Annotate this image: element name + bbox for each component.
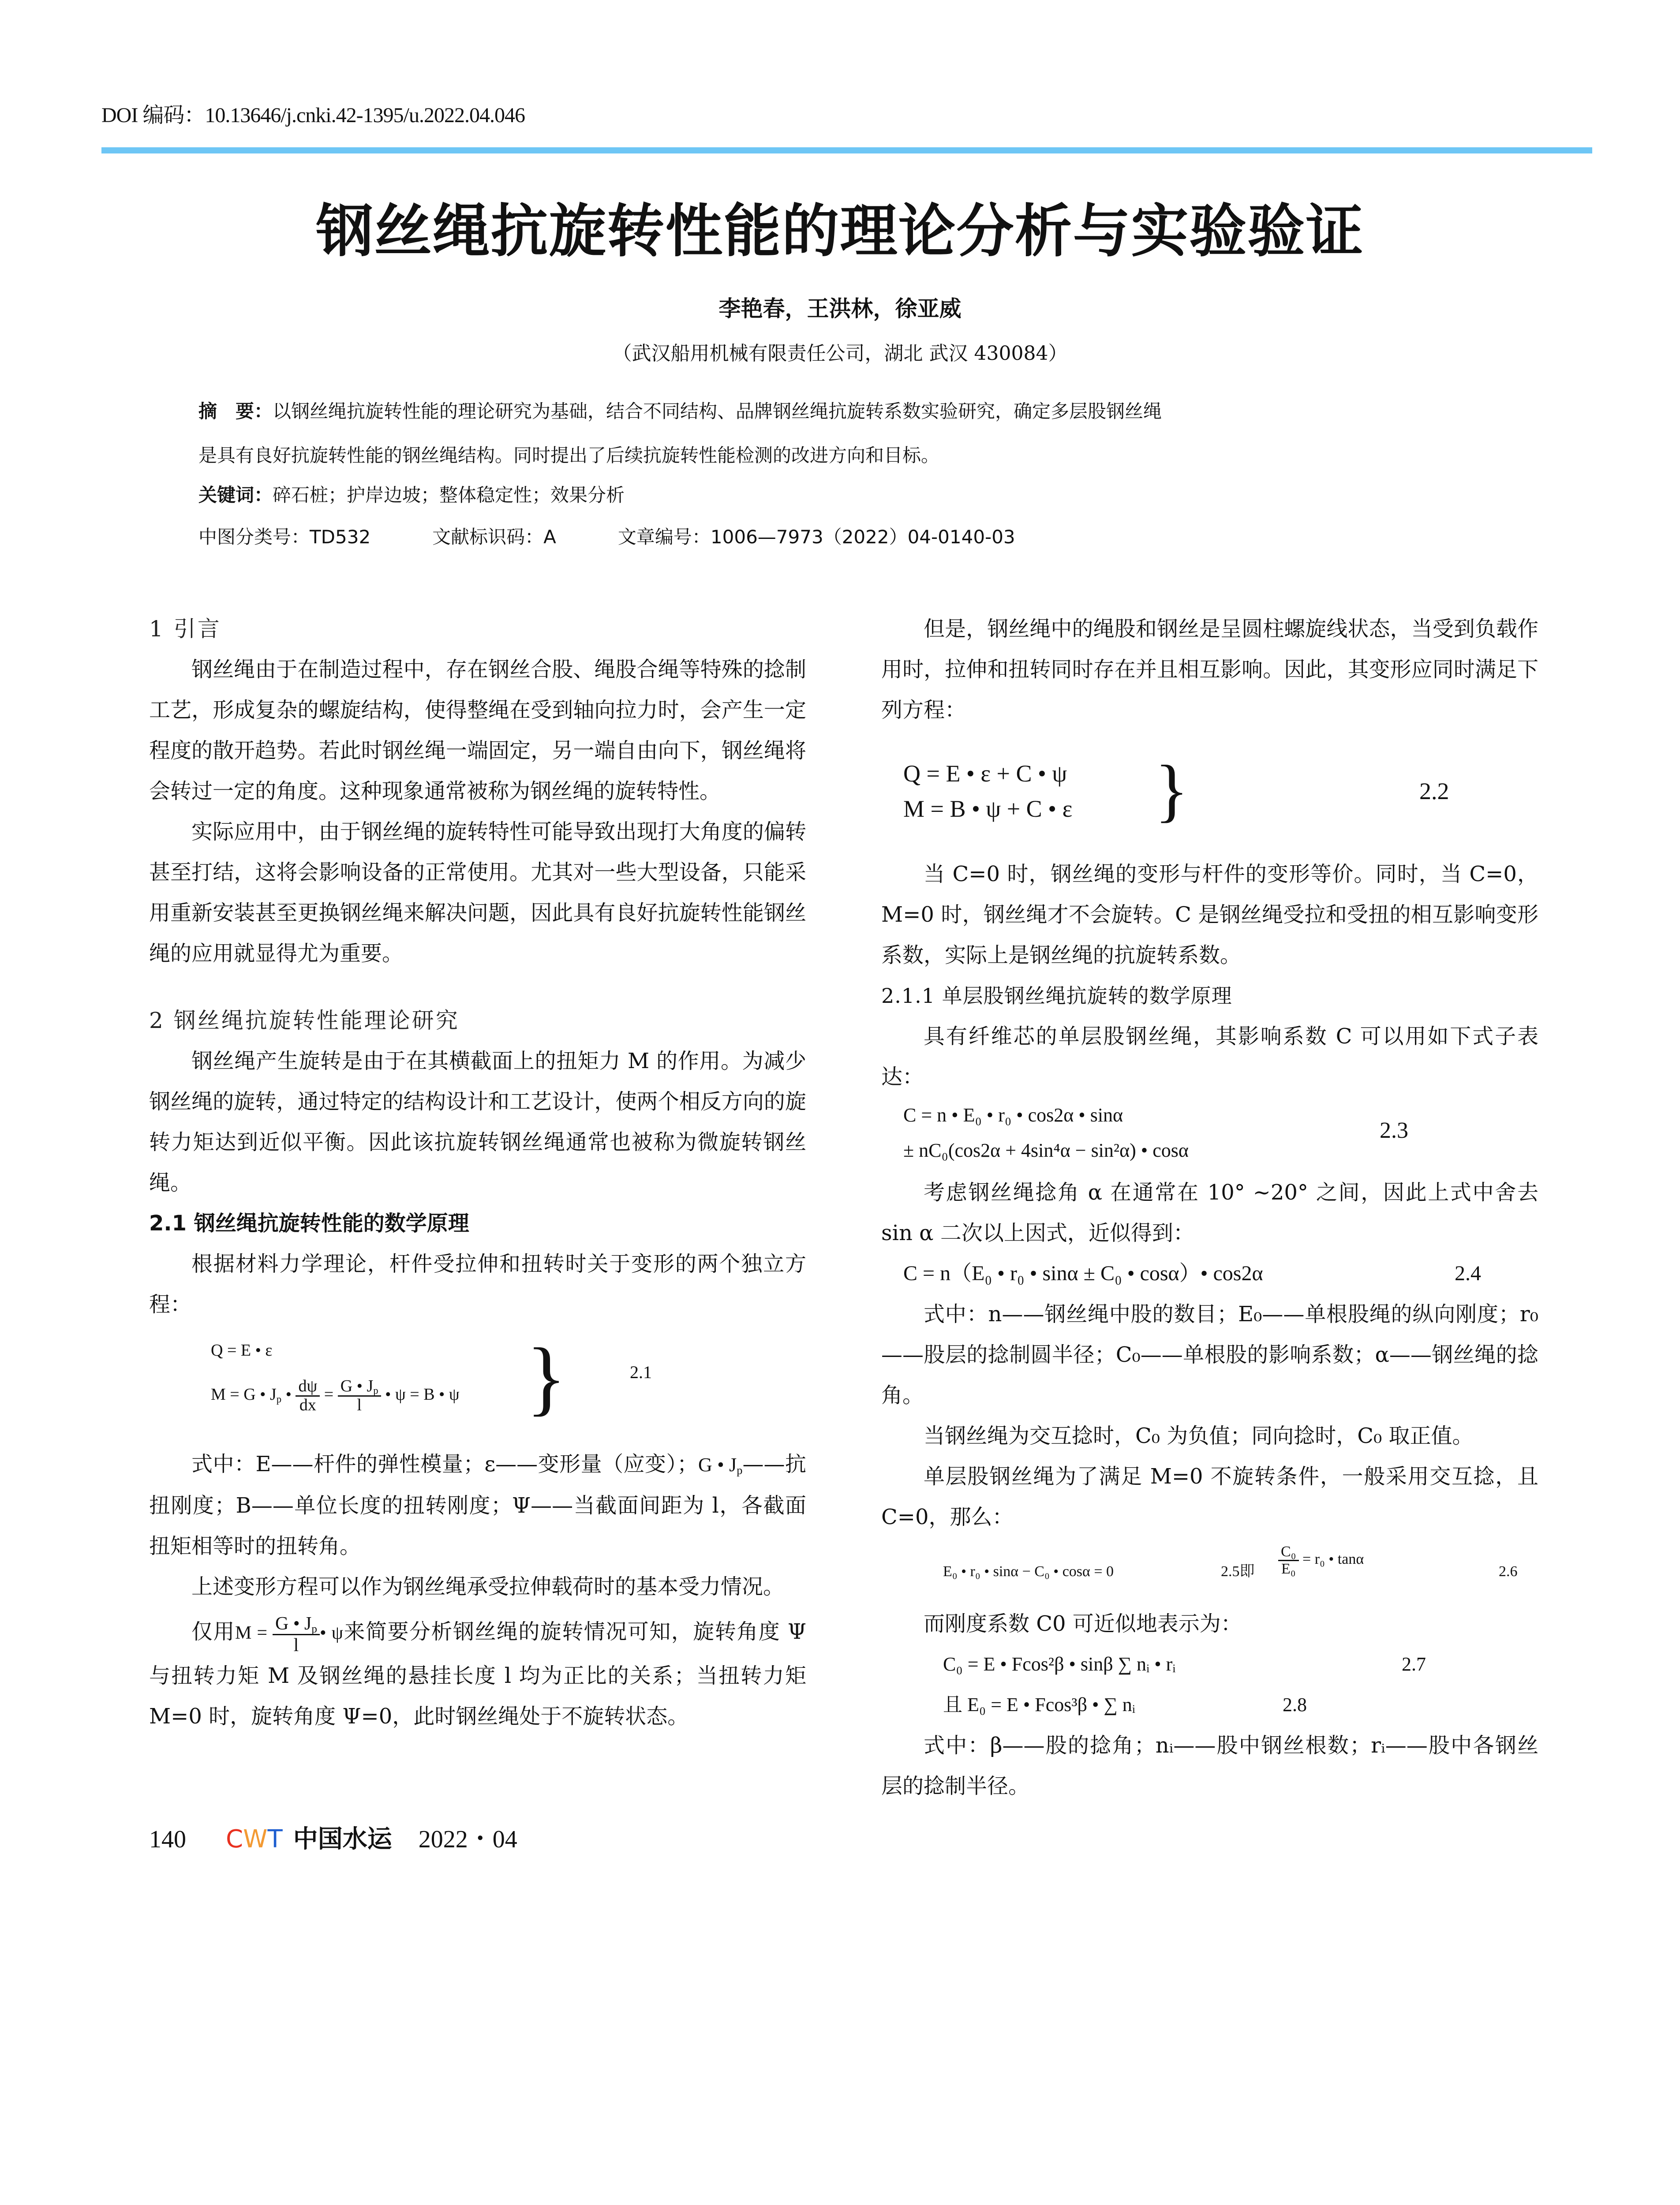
paragraph: 上述变形方程可以作为钢丝绳承受拉伸载荷时的基本受力情况。 (191, 1574, 785, 1599)
paragraph: 式中：β——股的捻角；nᵢ——股中钢丝根数；rᵢ——股中各钢丝层的捻制半径。 (881, 1733, 1538, 1798)
equation-2-1 (149, 1331, 806, 1444)
equation-2-5-2-6 (881, 1537, 1538, 1603)
abstract-label: 摘 要： (198, 400, 273, 422)
section-2-heading: 2 钢丝绳抗旋转性能理论研究 (149, 1008, 460, 1033)
left-column (149, 609, 806, 1806)
journal-name: 中国水运 (293, 1824, 392, 1854)
eq21-line-1: Q = E • ε (211, 1341, 273, 1360)
paragraph: 式中：n——钢丝绳中股的数目；E₀——单根股绳的纵向刚度；r₀——股层的捻制圆半径；C₀——单根股的影响系数；α——钢丝绳的捻角。 (881, 1302, 1538, 1408)
equation-2-8: 且 E₀ = E • Fcos³β • ∑ nᵢ 2.8 (881, 1685, 1538, 1725)
paragraph: 仅用M = $\frac{G • J_p}{l}$ • ψ来简要分析钢丝绳的旋转情况可知，旋转角度 Ψ 与扭转力矩 M 及钢丝绳的悬挂长度 l 均为正比的关系；当扭转力矩 M=0 时，旋转角度 Ψ=0，此时钢丝绳处于不旋转状态。 (149, 1613, 807, 1729)
paragraph: 钢丝绳由于在制造过程中，存在钢丝合股、绳股合绳等特殊的捻制工艺，形成复杂的螺旋结构，使得整绳在受到轴向拉力时，会产生一定程度的散开趋势。若此时钢丝绳一端固定，另一端自由向下，钢丝绳将会转过一定的角度。这种现象通常被称为钢丝绳的旋转特性。 (149, 657, 806, 804)
eq24: C = n（E₀ • r₀ • sinα ± C₀ • cosα）• cos2α (903, 1262, 1263, 1285)
affiliation: （武汉船用机械有限责任公司，湖北 武汉 430084） (612, 342, 1068, 365)
section-1-heading: 1 引言 (149, 616, 221, 642)
abstract (198, 397, 1500, 423)
right-brace: } (526, 1331, 567, 1424)
article-number: 文章编号：1006—7973（2022）04-0140-03 (617, 526, 1015, 548)
page-number: 140 (149, 1826, 186, 1853)
equation-number: 2.4 (1455, 1262, 1481, 1285)
eq23-line-2: ± nC₀(cos2α + 4sin⁴α − sin²α) • cosα (903, 1140, 1189, 1161)
section-2-1-heading: 2.1 钢丝绳抗旋转性能的数学原理 (149, 1211, 469, 1236)
equation-number: 2.3 (1380, 1118, 1408, 1143)
header-rule (101, 147, 1592, 153)
paragraph: 钢丝绳产生旋转是由于在其横截面上的扭矩力 M 的作用。为减少钢丝绳的旋转，通过特定的结构设计和工艺设计，使两个相反方向的旋转力矩达到近似平衡。因此该抗旋转钢丝绳通常也被称为微旋转钢丝绳。 (149, 1049, 806, 1195)
eq25-number: 2.5即 (1221, 1563, 1255, 1580)
equation-2-2 (881, 744, 1538, 854)
paragraph: 具有纤维芯的单层股钢丝绳，其影响系数 C 可以用如下式子表达： (881, 1024, 1538, 1089)
right-column (881, 609, 1538, 1806)
paragraph: 而刚度系数 C0 可近似地表示为： (924, 1611, 1242, 1636)
section-2-1-1-heading: 2.1.1 单层股钢丝绳抗旋转的数学原理 (881, 984, 1232, 1008)
eq21-line-2: M = G • $J_p$ • $\frac{d\psi}{dx}$ = $\frac{G • J_p}{l}$ • ψ = B • ψ (211, 1377, 460, 1414)
paragraph: 当 C=0 时，钢丝绳的变形与杆件的变形等价。同时，当 C=0，M=0 时，钢丝绳才不会旋转。C 是钢丝绳受拉和受扭的相互影响变形系数，实际上是钢丝绳的抗旋转系数。 (881, 862, 1538, 968)
front-matter (0, 0, 1680, 609)
eq22-line-2: M = B • ψ + C • ε (903, 796, 1073, 822)
journal-logo: CWT (226, 1825, 283, 1854)
keywords-text: 碎石桩；护岸边坡；整体稳定性；效果分析 (273, 484, 625, 506)
abstract-line-2: 是具有良好抗旋转性能的钢丝绳结构。同时提出了后续抗旋转性能检测的改进方向和目标。 (198, 445, 940, 466)
equation-2-7: C₀ = E • Fcos²β • sinβ ∑ nᵢ • rᵢ 2.7 (881, 1644, 1538, 1685)
paper-title: 钢丝绳抗旋转性能的理论分析与实验验证 (316, 197, 1364, 265)
equation-number: 2.7 (1402, 1653, 1426, 1675)
authors: 李艳春，王洪林，徐亚威 (718, 296, 962, 321)
paragraph: 考虑钢丝绳捻角 α 在通常在 10° ~20° 之间，因此上式中舍去 sin α 二次以上因式，近似得到： (881, 1180, 1538, 1245)
equation-number: 2.8 (1283, 1694, 1307, 1715)
eq26: $\frac{\text{C₀}}{\text{E₀}}$ = r₀ • tanα (1278, 1544, 1364, 1577)
body-columns (149, 609, 1538, 1806)
paragraph: 当钢丝绳为交互捻时，C₀ 为负值；同向捻时，C₀ 取正值。 (924, 1424, 1474, 1448)
issue: 2022・04 (418, 1826, 517, 1853)
paragraph: 实际应用中，由于钢丝绳的旋转特性可能导致出现打大角度的偏转甚至打结，这将会影响设备的正常使用。尤其对一些大型设备，只能采用重新安装甚至更换钢丝绳来解决问题，因此具有良好抗旋转性能钢丝绳的应用就显得尤为重要。 (149, 819, 806, 966)
paragraph: 根据材料力学理论，杆件受拉伸和扭转时关于变形的两个独立方程： (149, 1252, 806, 1317)
paragraph: 式中：E——杆件的弹性模量；ε——变形量（应变）；G • $J_p——$抗扭刚度；B——单位长度的扭转刚度；Ψ——当截面间距为 l，各截面扭矩相等时的扭转角。 (149, 1452, 806, 1558)
equation-number: 2.1 (630, 1362, 652, 1382)
keywords (198, 481, 1500, 507)
classification-line (198, 523, 1500, 549)
paragraph: 单层股钢丝绳为了满足 M=0 不旋转条件，一般采用交互捻，且 C=0，那么： (881, 1464, 1538, 1529)
right-brace: } (1155, 751, 1189, 829)
page-footer (149, 1820, 1680, 1855)
equation-2-4 (881, 1253, 1538, 1294)
paragraph: 但是，钢丝绳中的绳股和钢丝是呈圆柱螺旋线状态，当受到负载作用时，拉伸和扭转同时存在并且相互影响。因此，其变形应同时满足下列方程： (881, 617, 1538, 722)
fraction: $\frac{G • J_p}{l}$ (338, 1378, 381, 1414)
keywords-label: 关键词： (198, 484, 273, 506)
eq22-line-1: Q = E • ε + C • ψ (903, 760, 1067, 787)
equation-number: 2.6 (1499, 1563, 1518, 1580)
clc-number: 中图分类号：TD532 (198, 526, 371, 548)
eq25: E₀ • r₀ • sinα − C₀ • cosα = 0 (943, 1563, 1114, 1580)
eq23-line-1: C = n • E₀ • r₀ • cos2α • sinα (903, 1104, 1123, 1126)
equation-2-3 (881, 1097, 1538, 1172)
document-code: 文献标识码：A (432, 526, 556, 548)
equation-number: 2.2 (1419, 778, 1449, 804)
doi-line: DOI 编码：10.13646/j.cnki.42-1395/u.2022.04.046 (101, 104, 525, 127)
abstract-line-1: 以钢丝绳抗旋转性能的理论研究为基础，结合不同结构、品牌钢丝绳抗旋转系数实验研究，确定多层股钢丝绳 (273, 400, 1162, 422)
fraction: $\frac{d\psi}{dx}$ (296, 1378, 320, 1414)
